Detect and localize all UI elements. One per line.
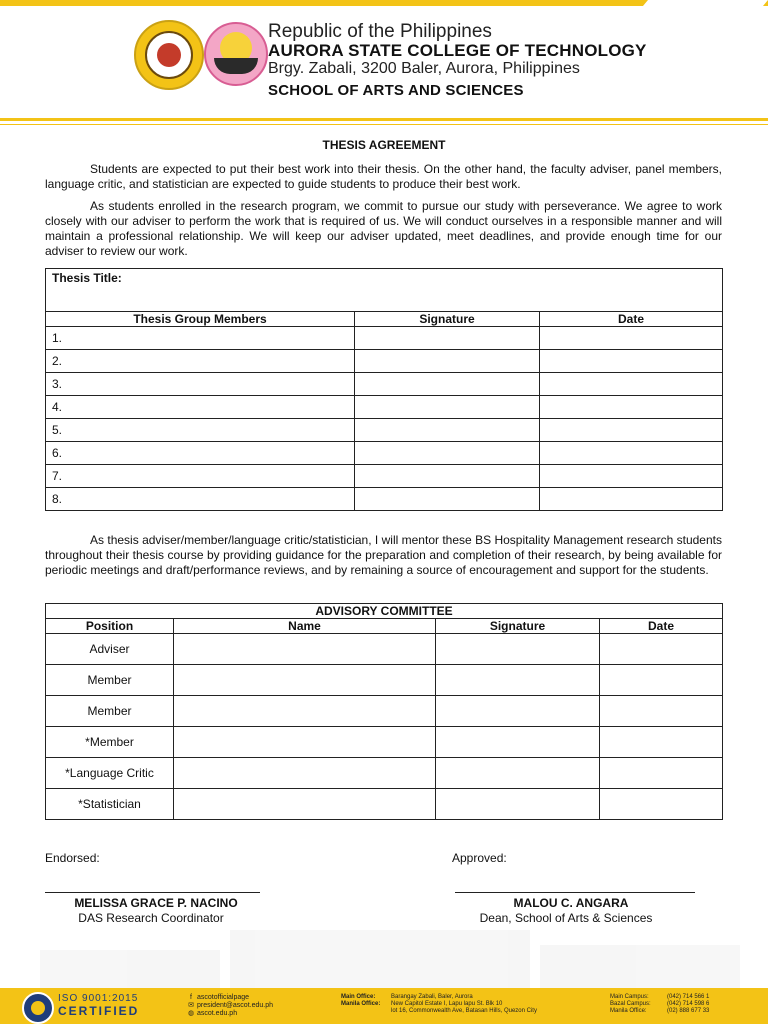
date-cell[interactable] (600, 727, 723, 758)
school-name: SCHOOL OF ARTS AND SCIENCES (268, 82, 524, 99)
date-cell[interactable] (540, 327, 723, 350)
signature-cell[interactable] (436, 696, 600, 727)
member-name-cell[interactable]: 5. (46, 419, 355, 442)
iso-certified: CERTIFIED (58, 1004, 140, 1018)
signature-cell[interactable] (436, 665, 600, 696)
table-row (46, 488, 723, 511)
signature-cell[interactable] (436, 789, 600, 820)
signature-cell[interactable] (436, 758, 600, 789)
table-row (46, 419, 723, 442)
name-cell[interactable] (174, 634, 436, 665)
iso-standard: ISO 9001:2015 (58, 993, 139, 1004)
table-row (46, 696, 723, 727)
table-row (46, 373, 723, 396)
name-cell[interactable] (174, 665, 436, 696)
signature-cell[interactable] (355, 488, 540, 511)
date-cell[interactable] (600, 789, 723, 820)
position-cell: *Member (46, 727, 174, 758)
name-cell[interactable] (174, 696, 436, 727)
table-row (46, 465, 723, 488)
date-cell[interactable] (540, 442, 723, 465)
office-address: Barangay Zabali, Baler, Aurora (391, 994, 473, 1000)
college-name: AURORA STATE COLLEGE OF TECHNOLOGY (268, 41, 647, 60)
name-cell[interactable] (174, 727, 436, 758)
name-cell[interactable] (174, 789, 436, 820)
header-top-band (0, 0, 768, 6)
campus-label: Bazal Campus: (610, 1001, 651, 1007)
member-name-cell[interactable]: 6. (46, 442, 355, 465)
republic-line: Republic of the Philippines (268, 21, 492, 42)
header-rule-thin (0, 124, 768, 125)
date-cell[interactable] (600, 696, 723, 727)
signature-cell[interactable] (355, 373, 540, 396)
signature-cell[interactable] (355, 350, 540, 373)
table-row (46, 758, 723, 789)
endorser-signature-line (45, 892, 260, 893)
date-cell[interactable] (540, 350, 723, 373)
globe-icon: ◍ (187, 1010, 195, 1017)
approver-signature-line (455, 892, 695, 893)
signature-cell[interactable] (355, 396, 540, 419)
signature-cell[interactable] (355, 419, 540, 442)
facebook-icon: f (190, 994, 192, 1001)
position-cell: *Language Critic (46, 758, 174, 789)
college-seal-icon (134, 20, 204, 90)
date-cell[interactable] (540, 396, 723, 419)
approver-name: MALOU C. ANGARA (513, 896, 629, 910)
facebook-link[interactable]: ascotofficialpage (197, 994, 250, 1001)
date-cell[interactable] (540, 488, 723, 511)
email-link[interactable]: president@ascot.edu.ph (197, 1002, 273, 1009)
endorsed-label: Endorsed: (45, 851, 100, 865)
intro-paragraph: Students are expected to put their best work into their thesis. On the other hand, the faculty adviser, panel members, language critic, and statistician are expected to guide students to produce their best work. (45, 162, 722, 191)
member-name-cell[interactable]: 1. (46, 327, 355, 350)
iso-seal-icon (22, 992, 54, 1024)
position-cell: *Statistician (46, 789, 174, 820)
committee-caption: ADVISORY COMMITTEE (46, 604, 723, 619)
member-name-cell[interactable]: 3. (46, 373, 355, 396)
date-cell[interactable] (600, 758, 723, 789)
signature-cell[interactable] (355, 465, 540, 488)
campus-phone: (042) 714 598 6 (667, 1001, 710, 1007)
table-row (46, 396, 723, 419)
college-address: Brgy. Zabali, 3200 Baler, Aurora, Philippines (268, 60, 580, 77)
table-row (46, 727, 723, 758)
position-cell: Member (46, 665, 174, 696)
office-address: lot 16, Commonwealth Ave, Batasan Hills, Quezon City (391, 1008, 537, 1014)
position-cell: Member (46, 696, 174, 727)
document-title: THESIS AGREEMENT (322, 138, 446, 152)
endorser-name: MELISSA GRACE P. NACINO (74, 896, 238, 910)
footer-offices (341, 994, 537, 1015)
office-label: Manila Office: (341, 1001, 381, 1007)
campus-label: Main Campus: (610, 994, 649, 1000)
date-cell[interactable] (540, 419, 723, 442)
name-header: Name (174, 619, 436, 634)
footer-campus-phones (610, 994, 709, 1015)
position-cell: Adviser (46, 634, 174, 665)
advisory-committee-table (45, 603, 723, 820)
signature-cell[interactable] (436, 634, 600, 665)
table-row (46, 442, 723, 465)
members-header: Thesis Group Members (46, 312, 355, 327)
date-header: Date (540, 312, 723, 327)
date-cell[interactable] (540, 373, 723, 396)
email-icon: ✉ (188, 1002, 194, 1009)
thesis-members-table (45, 268, 723, 511)
table-row (46, 789, 723, 820)
table-row (46, 350, 723, 373)
school-logo-icon (204, 22, 268, 86)
campus-watermark (0, 920, 768, 990)
name-cell[interactable] (174, 758, 436, 789)
header-rule (0, 118, 768, 121)
thesis-title-label: Thesis Title: (52, 271, 122, 285)
adviser-commitment-paragraph: As thesis adviser/member/language critic/statistician, I will mentor these BS Hospitality Management research students throughout their thesis course by providing guidance for the preparation and completion of their research, by being available for periodic meetings and draft/performance reviews, and by remaining a source of encouragement and support for the students. (45, 533, 722, 577)
table-row (46, 634, 723, 665)
table-row (46, 665, 723, 696)
date-cell[interactable] (600, 634, 723, 665)
signature-cell[interactable] (355, 442, 540, 465)
campus-phone: (042) 714 566 1 (667, 994, 710, 1000)
member-name-cell[interactable]: 8. (46, 488, 355, 511)
date-cell[interactable] (600, 665, 723, 696)
website-link[interactable]: ascot.edu.ph (197, 1010, 238, 1017)
signature-cell[interactable] (355, 327, 540, 350)
date-header: Date (600, 619, 723, 634)
office-address: New Capitol Estate I, Lapu lapu St. Blk 10 (391, 1001, 503, 1007)
thesis-title-field[interactable] (46, 269, 723, 312)
letterhead (268, 22, 647, 78)
signature-cell[interactable] (436, 727, 600, 758)
member-name-cell[interactable]: 2. (46, 350, 355, 373)
position-header: Position (46, 619, 174, 634)
student-commitment-paragraph: As students enrolled in the research program, we commit to pursue our study with perseverance. We agree to work closely with our adviser to perform the work that is required of us. We will conduct ourselves in a responsible manner and will maintain a professional relationship. We will keep our adviser updated, meet deadlines, and provide enough time for our adviser to review our work. (45, 199, 722, 258)
footer-contacts (187, 994, 273, 1018)
signature-header: Signature (355, 312, 540, 327)
office-label: Main Office: (341, 994, 376, 1000)
iso-certification (58, 993, 139, 1017)
endorser-role: DAS Research Coordinator (78, 911, 224, 925)
approved-label: Approved: (452, 851, 507, 865)
table-row (46, 327, 723, 350)
approver-role: Dean, School of Arts & Sciences (479, 911, 653, 925)
campus-phone: (02) 888 677 33 (667, 1008, 710, 1014)
date-cell[interactable] (540, 465, 723, 488)
member-name-cell[interactable]: 4. (46, 396, 355, 419)
footer-bar (0, 988, 768, 1024)
member-name-cell[interactable]: 7. (46, 465, 355, 488)
campus-label: Manila Office: (610, 1008, 647, 1014)
signature-header: Signature (436, 619, 600, 634)
